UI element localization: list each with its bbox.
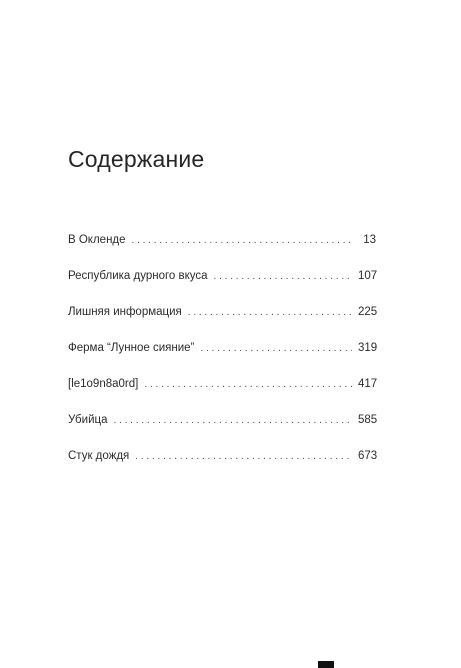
toc-entry-title: Ферма “Лунное сияние” [68,342,195,354]
toc-entry-page: 417 [358,378,378,390]
toc-dot-leader [188,307,352,318]
toc-entry-title: [le1o9n8a0rd] [68,378,139,390]
toc-entry[interactable] [68,270,376,306]
toc-dot-leader [214,271,352,282]
toc-entry-title: Лишняя информация [68,306,182,318]
toc-dot-leader [113,415,352,426]
toc-entry-title: Стук дождя [68,450,130,462]
toc-entry[interactable] [68,378,376,414]
toc-entry-page: 107 [358,270,378,282]
page-title: Содержание [68,146,205,172]
toc-dot-leader [132,235,352,246]
toc-entry-page: 673 [358,450,378,462]
toc-entry-title: Убийца [68,414,108,426]
toc-entry[interactable] [68,234,376,270]
toc-entry-title: В Окленде [68,234,126,246]
toc-entry-page: 319 [358,342,378,354]
toc-dot-leader [135,451,352,462]
toc-entry[interactable] [68,450,376,486]
toc-entry-page: 585 [358,414,378,426]
toc-entry[interactable] [68,306,376,342]
page-corner-mark [318,661,334,668]
toc-entry[interactable] [68,414,376,450]
toc-entry-page: 225 [358,306,378,318]
toc-entry-page: 13 [363,234,376,246]
toc-dot-leader [200,343,352,354]
table-of-contents [68,234,376,486]
toc-dot-leader [144,379,352,390]
toc-entry-title: Республика дурного вкуса [68,270,208,282]
toc-entry[interactable] [68,342,376,378]
